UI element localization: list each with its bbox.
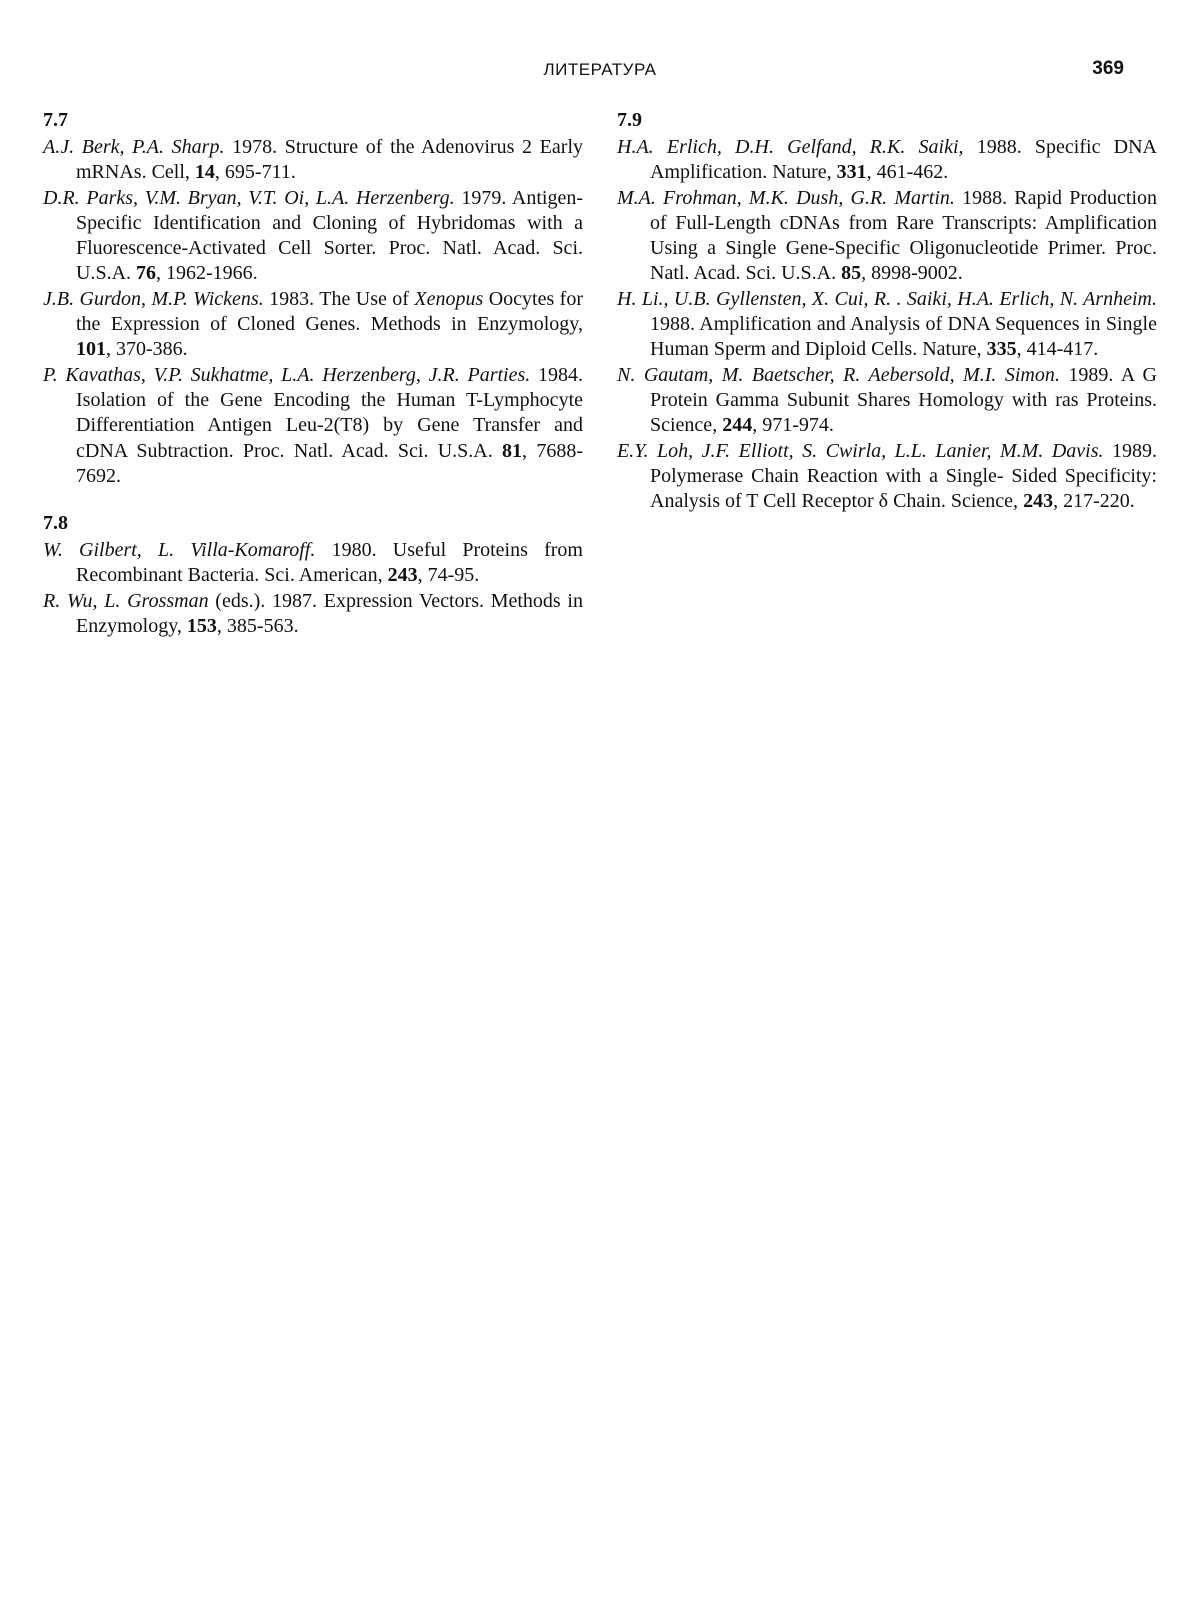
reference-pages: , 414-417.: [1016, 338, 1099, 361]
reference-authors: A.J. Berk, P.A. Sharp.: [43, 136, 225, 158]
reference-entry: [617, 363, 1157, 439]
reference-italic-term: Xenopus: [414, 287, 484, 310]
reference-text: (eds.). 1987. Expression Vectors. Methods in Enzymology,: [76, 589, 583, 638]
reference-authors: M.A. Frohman, M.K. Dush, G.R. Martin.: [617, 186, 955, 209]
reference-list: [617, 135, 1157, 514]
reference-text: 1983. The Use of: [263, 287, 415, 310]
reference-pages: , 8998-9002.: [861, 262, 963, 285]
section-7-8: [43, 511, 583, 639]
section-heading: 7.9: [617, 109, 642, 131]
reference-entry: [43, 363, 583, 489]
reference-pages: , 217-220.: [1053, 490, 1135, 513]
reference-list: [43, 538, 583, 639]
reference-entry: [617, 439, 1157, 515]
reference-pages: , 385-563.: [216, 615, 299, 638]
reference-pages: , 370-386.: [106, 338, 188, 361]
right-column: [617, 108, 1157, 536]
reference-pages: , 461-462.: [866, 161, 949, 184]
reference-text: 1984. Isolation of the Gene Encoding the Human T-Lymphocyte Differentiation Antigen Leu-2(T8) by Gene Transfer and cDNA Subtraction. Proc. Natl. Acad. Sci. U.S.A.: [76, 363, 583, 462]
reference-pages: , 971-974.: [752, 414, 834, 437]
reference-authors: E.Y. Loh, J.F. Elliott, S. Cwirla, L.L. Lanier, M.M. Davis.: [617, 439, 1104, 462]
section-7-9: [617, 108, 1157, 514]
reference-volume: 243: [387, 564, 418, 587]
reference-entry: [43, 538, 583, 589]
reference-entry: [617, 135, 1157, 186]
reference-text: 1978. Structure of the Adenovirus 2 Early mRNAs. Cell,: [76, 136, 583, 184]
left-column: [43, 108, 583, 661]
section-heading: 7.7: [43, 109, 68, 131]
running-title: ЛИТЕРАТУРА: [543, 60, 657, 79]
reference-volume: 244: [722, 414, 753, 437]
reference-authors: H. Li., U.B. Gyllensten, X. Cui, R. . Saiki, H.A. Erlich, N. Arnheim.: [617, 287, 1157, 310]
reference-text: 1988. Rapid Production of Full-Length cDNAs from Rare Transcripts: Amplification Using a Single Gene-Specific Oligonucleotide Primer. Proc. Natl. Acad. Sci. U.S.A.: [650, 186, 1158, 285]
reference-pages: , 7688-7692.: [76, 439, 583, 487]
reference-entry: [617, 287, 1157, 363]
reference-authors: H.A. Erlich, D.H. Gelfand, R.K. Saiki,: [617, 136, 964, 158]
reference-authors: J.B. Gurdon, M.P. Wickens.: [43, 287, 264, 310]
reference-authors: W. Gilbert, L. Villa-Komaroff.: [43, 539, 316, 562]
reference-text: 1989. A G Protein Gamma Subunit Shares Homology with ras Proteins. Science,: [650, 363, 1157, 437]
reference-text: 1980. Useful Proteins from Recombinant Bacteria. Sci. American,: [76, 539, 583, 587]
page-number: 369: [1092, 58, 1124, 79]
reference-entry: [617, 186, 1157, 287]
reference-volume: 335: [986, 338, 1017, 361]
reference-entry: [43, 135, 583, 186]
reference-text: 1988. Amplification and Analysis of DNA Sequences in Single Human Sperm and Diploid Cells. Nature,: [650, 313, 1157, 361]
reference-text: 1989. Polymerase Chain Reaction with a Single- Sided Specificity: Analysis of T Cell Receptor δ Chain. Science,: [650, 439, 1157, 513]
reference-text: 1979. Antigen-Specific Identification and Cloning of Hybridomas with a Fluorescence-Activated Cell Sorter. Proc. Natl. Acad. Sci. U.S.A.: [76, 186, 583, 285]
reference-pages: , 1962-1966.: [156, 262, 258, 285]
reference-pages: , 695-711.: [214, 161, 296, 184]
reference-entry: [43, 287, 583, 363]
reference-authors: D.R. Parks, V.M. Bryan, V.T. Oi, L.A. Herzenberg.: [43, 186, 455, 209]
reference-entry: [43, 186, 583, 287]
reference-list: [43, 135, 583, 489]
section-heading: 7.8: [43, 512, 68, 535]
section-7-7: [43, 108, 583, 489]
reference-authors: R. Wu, L. Grossman: [43, 589, 209, 612]
running-header: [0, 60, 1200, 84]
reference-text: 1988. Specific DNA Amplification. Nature,: [650, 136, 1157, 184]
reference-authors: P. Kavathas, V.P. Sukhatme, L.A. Herzenberg, J.R. Parties.: [43, 363, 531, 386]
reference-volume: 331: [836, 161, 867, 184]
reference-pages: , 74-95.: [417, 564, 480, 587]
reference-volume: 14: [194, 161, 215, 184]
reference-volume: 76: [136, 262, 157, 285]
reference-volume: 81: [502, 439, 523, 462]
reference-text: Oocytes for the Expression of Cloned Genes. Methods in Enzymology,: [76, 287, 584, 336]
reference-volume: 153: [186, 615, 217, 638]
reference-volume: 243: [1023, 490, 1054, 513]
reference-volume: 101: [76, 338, 106, 361]
reference-entry: [43, 589, 583, 640]
reference-authors: N. Gautam, M. Baetscher, R. Aebersold, M.I. Simon.: [617, 363, 1060, 386]
reference-volume: 85: [841, 262, 862, 285]
